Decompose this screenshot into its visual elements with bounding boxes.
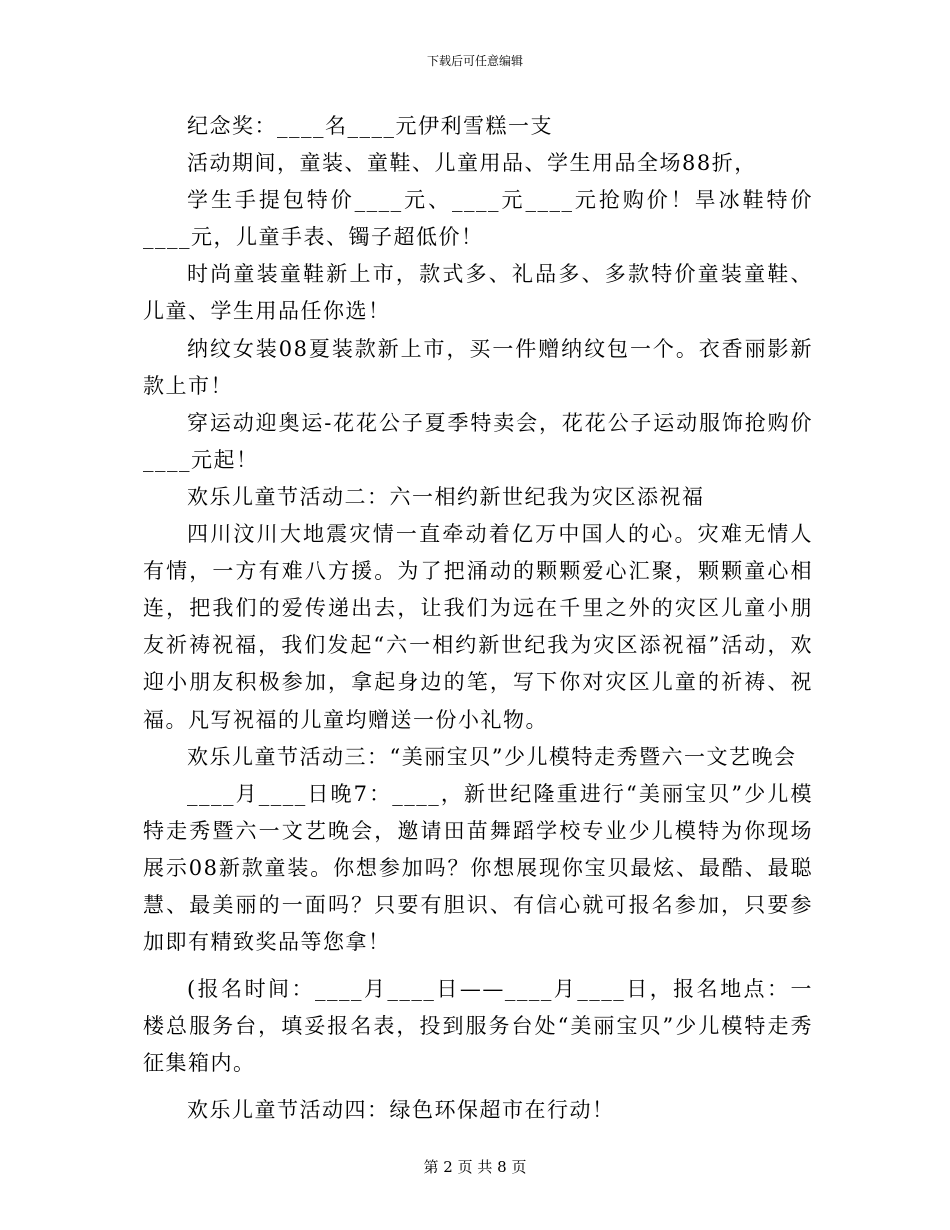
page-header: 下载后可任意编辑 (426, 54, 523, 68)
paragraph-registration: (报名时间：____月____日——____月____日，报名地点：一楼总服务台，填妥报名表，投到服务台处“美丽宝贝”少儿模特走秀征集箱内。 (143, 977, 813, 1076)
paragraph-activity-four-title: 欢乐儿童节活动四：绿色环保超市在行动！ (187, 1098, 615, 1123)
paragraph-discount: 活动期间，童装、童鞋、儿童用品、学生用品全场88折， (187, 151, 757, 176)
paragraph-sports-sale: 穿运动迎奥运-花花公子夏季特卖会，花花公子运动服饰抢购价____元起！ (143, 410, 813, 472)
paragraph-bag-price: 学生手提包特价____元、____元____元抢购价！旱冰鞋特价____元，儿童手表、镯子超低价！ (143, 188, 813, 250)
document-body (143, 108, 813, 1130)
paragraph-activity-three-body: ____月____日晚7：____，新世纪隆重进行“美丽宝贝”少儿模特走秀暨六一文艺晚会，邀请田苗舞蹈学校专业少儿模特为你现场展示08新款童装。你想参加吗？你想展现你宝贝最炫、最酷、最聪慧、最美丽的一面吗？只要有胆识、有信心就可报名参加，只要参加即有精致奖品等您拿！ (143, 781, 813, 955)
paragraph-womens-wear: 纳纹女装08夏装款新上市，买一件赠纳纹包一个。衣香丽影新款上市！ (143, 336, 813, 398)
paragraph-activity-two-title: 欢乐儿童节活动二：六一相约新世纪我为灾区添祝福 (187, 484, 705, 509)
paragraph-souvenir-prize: 纪念奖：____名____元伊利雪糕一支 (187, 114, 553, 138)
paragraph-activity-two-body: 四川汶川大地震灾情一直牵动着亿万中国人的心。灾难无情人有情，一方有难八方援。为了把涌动的颗颗爱心汇聚，颗颗童心相连，把我们的爱传递出去，让我们为远在千里之外的灾区儿童小朋友祈祷祝福，我们发起“六一相约新世纪我为灾区添祝福”活动，欢迎小朋友积极参加，拿起身边的笔，写下你对灾区儿童的祈祷、祝福。凡写祝福的儿童均赠送一份小礼物。 (143, 522, 813, 732)
paragraph-kids-fashion: 时尚童装童鞋新上市，款式多、礼品多、多款特价童装童鞋、儿童、学生用品任你选！ (143, 262, 813, 324)
page-footer: 第 2 页 共 8 页 (423, 1158, 527, 1176)
paragraph-activity-three-title: 欢乐儿童节活动三：“美丽宝贝”少儿模特走秀暨六一文艺晚会 (187, 744, 797, 769)
